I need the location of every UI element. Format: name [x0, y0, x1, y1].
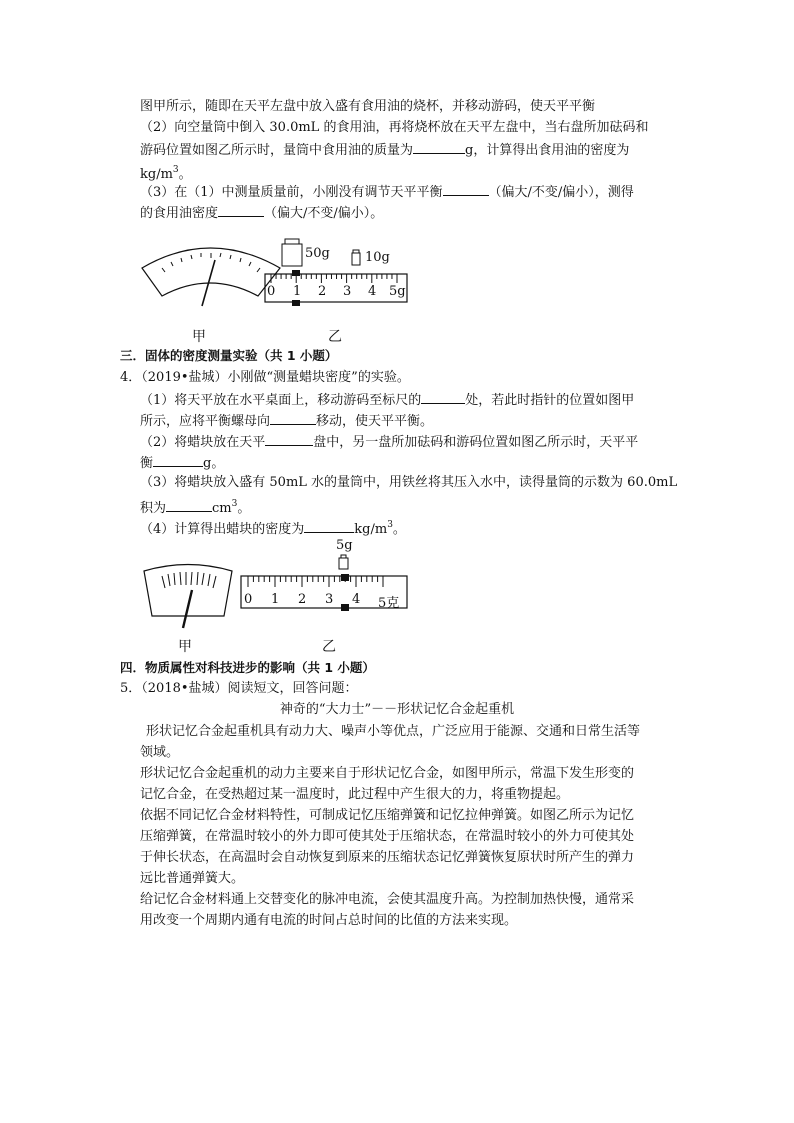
text: 。: [178, 167, 192, 182]
tick-label: 3: [343, 284, 352, 299]
text: 所示，应将平衡螺母向: [140, 414, 271, 429]
text: 处，若此时指针的位置如图甲: [465, 393, 635, 408]
answer-blank[interactable]: [270, 411, 316, 425]
tick-label: 1: [271, 592, 280, 607]
article-paragraph: 依据不同记忆合金材料特性，可制成记忆压缩弹簧和记忆拉伸弹簧。如图乙所示为记忆: [140, 808, 635, 823]
answer-blank[interactable]: [413, 140, 465, 154]
dial-ticks: [162, 253, 260, 272]
question-title: 4．（2019•盐城）小刚做“测量蜡块密度”的实验。: [120, 370, 410, 385]
superscript: 3: [172, 165, 179, 175]
q4-line: [140, 453, 224, 473]
article-paragraph: 用改变一个周期内通有电流的时间占总时间的比值的方法来实现。: [140, 913, 518, 928]
weight-10g-label: 10g: [365, 250, 390, 265]
q4-line: （3）将蜡块放入盛有 50mL 水的量筒中，用铁丝将其压入水中，读得量筒的示数为 60.0mL: [140, 475, 678, 490]
answer-blank[interactable]: [218, 203, 264, 217]
text: （3）在（1）中测量质量前，小刚没有调节天平平衡: [140, 185, 443, 200]
figure-1: [140, 228, 420, 328]
weight-5g: [339, 558, 348, 569]
q3-step3-line2: [140, 203, 383, 223]
q3-step3-line: [140, 182, 634, 202]
figure-caption: 乙: [328, 329, 342, 345]
article-paragraph: 记忆合金，在受热超过某一温度时，此过程中产生很大的力，将重物提起。: [140, 787, 570, 802]
question-title: 5．（2018•盐城）阅读短文，回答问题：: [120, 681, 358, 696]
superscript: 3: [387, 520, 393, 530]
weight-50g-label: 50g: [305, 246, 330, 261]
tick-label: 5克: [378, 596, 400, 611]
article-title: 神奇的“大力士”－－形状记忆合金起重机: [279, 702, 515, 717]
q4-line: [140, 390, 634, 410]
q4-line: [140, 411, 433, 431]
figure-caption: 甲: [178, 639, 192, 655]
article-paragraph: 给记忆合金材料通上交替变化的脉冲电流，会使其温度升高。为控制加热快慢，通常采: [140, 892, 635, 907]
q3-step2-line: （2）向空量筒中倒入 30.0mL 的食用油，再将烧杯放在天平左盘中，当右盘所加砝码和: [140, 120, 649, 135]
answer-blank[interactable]: [304, 519, 354, 533]
text: （1）将天平放在水平桌面上，移动游码至标尺的: [140, 393, 422, 408]
tick-label: 4: [352, 592, 361, 607]
text: 。: [392, 522, 406, 537]
q4-line: [140, 516, 406, 539]
rider-top: [292, 270, 300, 276]
article-paragraph: 于伸长状态，在高温时会自动恢复到原来的压缩状态记忆弹簧恢复原状时所产生的弹力: [140, 850, 635, 865]
tick-label: 1: [293, 284, 302, 299]
weight-10g: [352, 253, 360, 265]
figure-2-drawing: [140, 538, 430, 638]
superscript: 3: [231, 499, 238, 509]
answer-blank[interactable]: [443, 182, 489, 196]
ruler-ticks: [271, 274, 397, 283]
text: （2）将蜡块放在天平: [140, 435, 266, 450]
unit: kg/m: [140, 167, 173, 182]
article-paragraph: 领域。: [140, 745, 180, 760]
tick-label: 0: [244, 592, 253, 607]
answer-blank[interactable]: [421, 390, 465, 404]
unit: kg/m: [354, 522, 388, 537]
figure-2: [140, 538, 430, 638]
figure-caption: 甲: [192, 329, 206, 345]
section-heading: 四．物质属性对科技进步的影响（共 1 小题）: [120, 660, 375, 675]
article-paragraph: 形状记忆合金起重机的动力主要来自于形状记忆合金，如图甲所示，常温下发生形变的: [140, 766, 635, 781]
section-heading: 三．固体的密度测量实验（共 1 小题）: [120, 348, 338, 363]
unit: cm: [212, 501, 232, 516]
q4-line: [140, 495, 250, 518]
text: 盘中，另一盘所加砝码和游码位置如图乙所示时，天平平: [313, 435, 639, 450]
tick-label: 3: [325, 592, 334, 607]
text: （偏大/不变/偏小）。: [264, 206, 384, 221]
rider-top: [341, 574, 349, 581]
answer-blank[interactable]: [166, 498, 212, 512]
q3-step2-line2: [140, 140, 629, 160]
text: 衡: [140, 456, 154, 471]
tick-label: 5g: [389, 284, 406, 299]
dial-ticks: [162, 572, 216, 588]
text: 移动，使天平平衡。: [316, 414, 434, 429]
weight-50g: [282, 244, 302, 266]
ruler-labels: [241, 592, 407, 610]
text: 积为: [140, 501, 167, 516]
text: 的食用油密度: [140, 206, 219, 221]
answer-blank[interactable]: [265, 432, 313, 446]
q4-line: [140, 432, 638, 452]
figure-caption: 乙: [322, 639, 336, 655]
tick-label: 0: [267, 284, 276, 299]
ruler-ticks: [248, 576, 383, 587]
article-paragraph: 压缩弹簧，在常温时较小的外力即可使其处于压缩状态，在常温时较小的外力可使其处: [140, 829, 635, 844]
text: （偏大/不变/偏小），测得: [488, 185, 634, 200]
weight-50g-knob: [285, 239, 299, 244]
tick-label: 2: [298, 592, 307, 607]
q3-text-line: 图甲所示，随即在天平左盘中放入盛有食用油的烧杯，并移动游码，使天平平衡: [140, 99, 596, 114]
tick-label: 2: [318, 284, 327, 299]
text: （4）计算得出蜡块的密度为: [140, 522, 305, 537]
article-paragraph: 形状记忆合金起重机具有动力大、噪声小等优点，广泛应用于能源、交通和日常生活等: [146, 724, 641, 739]
weight-5g-label: 5g: [336, 538, 353, 553]
pointer: [183, 590, 192, 628]
tick-label: 4: [368, 284, 377, 299]
q3-step2-line3: [140, 161, 192, 184]
article-paragraph: 远比普通弹簧大。: [140, 871, 245, 886]
answer-blank[interactable]: [153, 453, 203, 467]
text: g。: [203, 456, 225, 471]
ruler-labels: [265, 284, 407, 302]
text: g，计算得出食用油的密度为: [465, 143, 630, 158]
figure-1-drawing: [140, 228, 420, 328]
text: 。: [237, 501, 251, 516]
text: 游码位置如图乙所示时，量筒中食用油的质量为: [140, 143, 414, 158]
